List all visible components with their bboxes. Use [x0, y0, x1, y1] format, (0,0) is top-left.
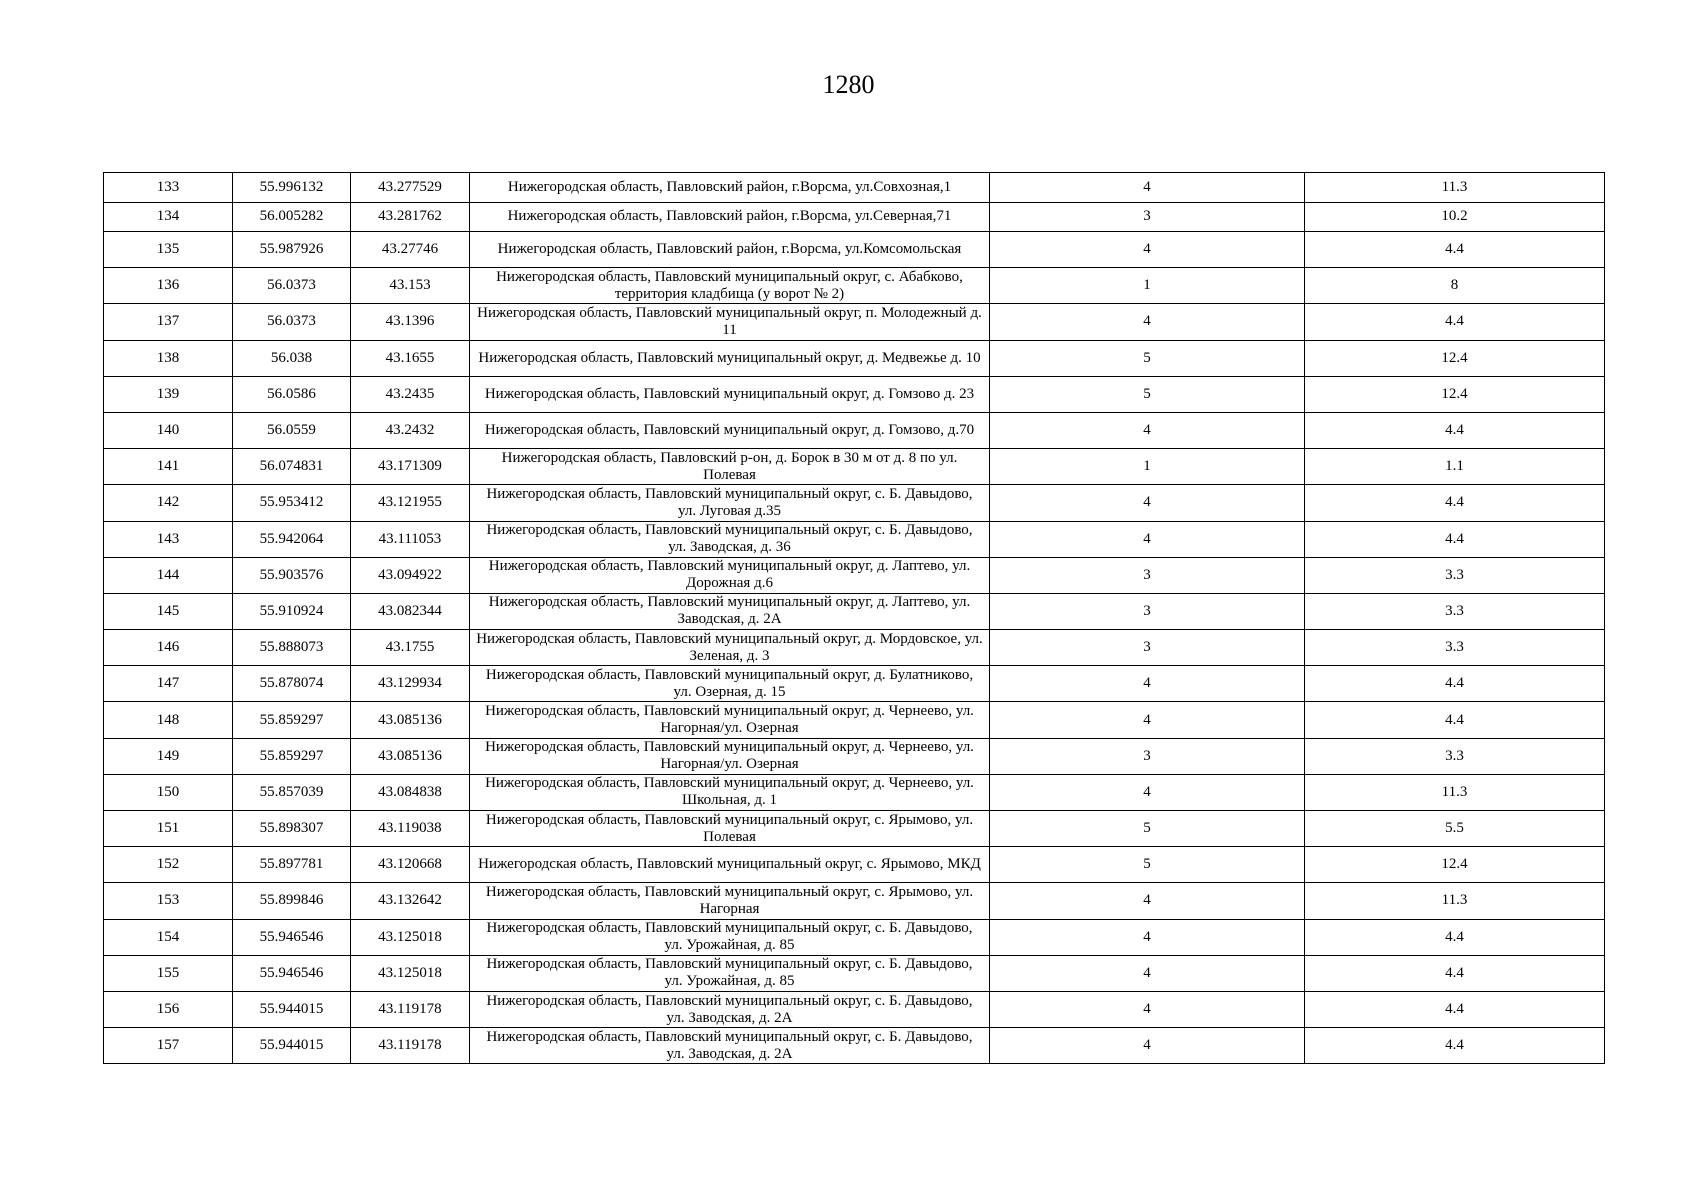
- longitude-cell: 43.1655: [351, 340, 470, 376]
- longitude-cell: 43.129934: [351, 666, 470, 702]
- longitude-cell: 43.27746: [351, 232, 470, 268]
- longitude-cell: 43.171309: [351, 449, 470, 485]
- value-cell: 4.4: [1305, 702, 1605, 738]
- latitude-cell: 55.946546: [233, 955, 351, 991]
- value-cell: 4.4: [1305, 412, 1605, 448]
- count-cell: 4: [990, 955, 1305, 991]
- latitude-cell: 55.903576: [233, 557, 351, 593]
- longitude-cell: 43.084838: [351, 774, 470, 810]
- latitude-cell: 55.944015: [233, 1028, 351, 1064]
- table-row: [104, 340, 1605, 376]
- count-cell: 5: [990, 340, 1305, 376]
- count-cell: 1: [990, 449, 1305, 485]
- address-cell: Нижегородская область, Павловский муниципальный округ, с. Б. Давыдово, ул. Заводская, д. 36: [470, 521, 990, 557]
- longitude-cell: 43.119178: [351, 991, 470, 1027]
- value-cell: 4.4: [1305, 485, 1605, 521]
- count-cell: 4: [990, 521, 1305, 557]
- value-cell: 4.4: [1305, 304, 1605, 340]
- row-number-cell: 140: [104, 412, 233, 448]
- count-cell: 4: [990, 304, 1305, 340]
- latitude-cell: 55.888073: [233, 630, 351, 666]
- longitude-cell: 43.094922: [351, 557, 470, 593]
- row-number-cell: 133: [104, 173, 233, 203]
- row-number-cell: 145: [104, 593, 233, 629]
- address-cell: Нижегородская область, Павловский муниципальный округ, с. Ярымово, ул. Полевая: [470, 811, 990, 847]
- address-cell: Нижегородская область, Павловский р-он, д. Борок в 30 м от д. 8 по ул. Полевая: [470, 449, 990, 485]
- registry-table: [103, 172, 1605, 1064]
- latitude-cell: 55.859297: [233, 702, 351, 738]
- latitude-cell: 55.946546: [233, 919, 351, 955]
- latitude-cell: 56.0373: [233, 268, 351, 304]
- longitude-cell: 43.120668: [351, 847, 470, 883]
- table-row: [104, 449, 1605, 485]
- count-cell: 4: [990, 774, 1305, 810]
- count-cell: 3: [990, 202, 1305, 232]
- row-number-cell: 142: [104, 485, 233, 521]
- row-number-cell: 151: [104, 811, 233, 847]
- address-cell: Нижегородская область, Павловский муниципальный округ, д. Лаптево, ул. Заводская, д. 2А: [470, 593, 990, 629]
- count-cell: 5: [990, 811, 1305, 847]
- value-cell: 12.4: [1305, 847, 1605, 883]
- row-number-cell: 149: [104, 738, 233, 774]
- longitude-cell: 43.2435: [351, 376, 470, 412]
- table-row: [104, 593, 1605, 629]
- value-cell: 3.3: [1305, 557, 1605, 593]
- latitude-cell: 55.878074: [233, 666, 351, 702]
- table-row: [104, 738, 1605, 774]
- table-row: [104, 173, 1605, 203]
- value-cell: 8: [1305, 268, 1605, 304]
- longitude-cell: 43.125018: [351, 919, 470, 955]
- table-row: [104, 702, 1605, 738]
- table-row: [104, 202, 1605, 232]
- row-number-cell: 154: [104, 919, 233, 955]
- latitude-cell: 56.074831: [233, 449, 351, 485]
- longitude-cell: 43.281762: [351, 202, 470, 232]
- latitude-cell: 56.038: [233, 340, 351, 376]
- address-cell: Нижегородская область, Павловский муниципальный округ, с. Б. Давыдово, ул. Урожайная, д. 85: [470, 955, 990, 991]
- latitude-cell: 55.953412: [233, 485, 351, 521]
- row-number-cell: 135: [104, 232, 233, 268]
- address-cell: Нижегородская область, Павловский муниципальный округ, д. Чернеево, ул. Школьная, д. 1: [470, 774, 990, 810]
- latitude-cell: 55.899846: [233, 883, 351, 919]
- table-row: [104, 847, 1605, 883]
- count-cell: 3: [990, 630, 1305, 666]
- row-number-cell: 147: [104, 666, 233, 702]
- value-cell: 5.5: [1305, 811, 1605, 847]
- row-number-cell: 150: [104, 774, 233, 810]
- address-cell: Нижегородская область, Павловский муниципальный округ, с. Б. Давыдово, ул. Заводская, д. 2А: [470, 991, 990, 1027]
- table-row: [104, 666, 1605, 702]
- table-row: [104, 521, 1605, 557]
- value-cell: 3.3: [1305, 738, 1605, 774]
- count-cell: 1: [990, 268, 1305, 304]
- address-cell: Нижегородская область, Павловский муниципальный округ, д. Гомзово д. 23: [470, 376, 990, 412]
- table-row: [104, 774, 1605, 810]
- registry-table-body: [104, 173, 1605, 1064]
- row-number-cell: 136: [104, 268, 233, 304]
- address-cell: Нижегородская область, Павловский муниципальный округ, с. Б. Давыдово, ул. Урожайная, д. 85: [470, 919, 990, 955]
- longitude-cell: 43.132642: [351, 883, 470, 919]
- count-cell: 4: [990, 991, 1305, 1027]
- table-row: [104, 376, 1605, 412]
- table-row: [104, 304, 1605, 340]
- address-cell: Нижегородская область, Павловский район, г.Ворсма, ул.Северная,71: [470, 202, 990, 232]
- row-number-cell: 153: [104, 883, 233, 919]
- value-cell: 3.3: [1305, 593, 1605, 629]
- count-cell: 5: [990, 376, 1305, 412]
- address-cell: Нижегородская область, Павловский муниципальный округ, с. Ярымово, МКД: [470, 847, 990, 883]
- row-number-cell: 138: [104, 340, 233, 376]
- count-cell: 4: [990, 412, 1305, 448]
- value-cell: 11.3: [1305, 883, 1605, 919]
- longitude-cell: 43.119038: [351, 811, 470, 847]
- address-cell: Нижегородская область, Павловский муниципальный округ, с. Б. Давыдово, ул. Заводская, д. 2А: [470, 1028, 990, 1064]
- address-cell: Нижегородская область, Павловский муниципальный округ, с. Ярымово, ул. Нагорная: [470, 883, 990, 919]
- table-row: [104, 811, 1605, 847]
- value-cell: 4.4: [1305, 991, 1605, 1027]
- longitude-cell: 43.1755: [351, 630, 470, 666]
- count-cell: 3: [990, 593, 1305, 629]
- longitude-cell: 43.085136: [351, 702, 470, 738]
- table-row: [104, 955, 1605, 991]
- row-number-cell: 134: [104, 202, 233, 232]
- address-cell: Нижегородская область, Павловский район, г.Ворсма, ул.Совхозная,1: [470, 173, 990, 203]
- row-number-cell: 144: [104, 557, 233, 593]
- longitude-cell: 43.153: [351, 268, 470, 304]
- row-number-cell: 139: [104, 376, 233, 412]
- table-row: [104, 232, 1605, 268]
- count-cell: 4: [990, 919, 1305, 955]
- address-cell: Нижегородская область, Павловский муниципальный округ, д. Чернеево, ул. Нагорная/ул. Озерная: [470, 738, 990, 774]
- address-cell: Нижегородская область, Павловский муниципальный округ, с. Абабково, территория кладбища (у ворот № 2): [470, 268, 990, 304]
- table-row: [104, 485, 1605, 521]
- value-cell: 12.4: [1305, 376, 1605, 412]
- value-cell: 12.4: [1305, 340, 1605, 376]
- table-row: [104, 919, 1605, 955]
- count-cell: 3: [990, 557, 1305, 593]
- latitude-cell: 55.859297: [233, 738, 351, 774]
- latitude-cell: 55.944015: [233, 991, 351, 1027]
- row-number-cell: 143: [104, 521, 233, 557]
- count-cell: 3: [990, 738, 1305, 774]
- value-cell: 4.4: [1305, 955, 1605, 991]
- row-number-cell: 146: [104, 630, 233, 666]
- longitude-cell: 43.085136: [351, 738, 470, 774]
- longitude-cell: 43.082344: [351, 593, 470, 629]
- longitude-cell: 43.1396: [351, 304, 470, 340]
- count-cell: 4: [990, 702, 1305, 738]
- address-cell: Нижегородская область, Павловский муниципальный округ, д. Мордовское, ул. Зеленая, д. 3: [470, 630, 990, 666]
- latitude-cell: 56.0586: [233, 376, 351, 412]
- address-cell: Нижегородская область, Павловский муниципальный округ, п. Молодежный д. 11: [470, 304, 990, 340]
- latitude-cell: 55.857039: [233, 774, 351, 810]
- value-cell: 3.3: [1305, 630, 1605, 666]
- count-cell: 4: [990, 485, 1305, 521]
- value-cell: 1.1: [1305, 449, 1605, 485]
- address-cell: Нижегородская область, Павловский муниципальный округ, д. Чернеево, ул. Нагорная/ул. Озерная: [470, 702, 990, 738]
- table-row: [104, 557, 1605, 593]
- row-number-cell: 141: [104, 449, 233, 485]
- address-cell: Нижегородская область, Павловский муниципальный округ, д. Медвежье д. 10: [470, 340, 990, 376]
- latitude-cell: 55.910924: [233, 593, 351, 629]
- longitude-cell: 43.119178: [351, 1028, 470, 1064]
- latitude-cell: 55.996132: [233, 173, 351, 203]
- count-cell: 5: [990, 847, 1305, 883]
- table-row: [104, 883, 1605, 919]
- longitude-cell: 43.277529: [351, 173, 470, 203]
- value-cell: 10.2: [1305, 202, 1605, 232]
- latitude-cell: 56.0373: [233, 304, 351, 340]
- value-cell: 4.4: [1305, 1028, 1605, 1064]
- value-cell: 4.4: [1305, 666, 1605, 702]
- longitude-cell: 43.2432: [351, 412, 470, 448]
- row-number-cell: 157: [104, 1028, 233, 1064]
- value-cell: 4.4: [1305, 521, 1605, 557]
- page-number: 1280: [822, 70, 875, 99]
- table-row: [104, 991, 1605, 1027]
- count-cell: 4: [990, 232, 1305, 268]
- value-cell: 11.3: [1305, 173, 1605, 203]
- count-cell: 4: [990, 883, 1305, 919]
- row-number-cell: 137: [104, 304, 233, 340]
- value-cell: 11.3: [1305, 774, 1605, 810]
- latitude-cell: 55.987926: [233, 232, 351, 268]
- latitude-cell: 55.897781: [233, 847, 351, 883]
- row-number-cell: 152: [104, 847, 233, 883]
- latitude-cell: 56.005282: [233, 202, 351, 232]
- address-cell: Нижегородская область, Павловский муниципальный округ, д. Лаптево, ул. Дорожная д.6: [470, 557, 990, 593]
- table-row: [104, 1028, 1605, 1064]
- table-row: [104, 412, 1605, 448]
- count-cell: 4: [990, 666, 1305, 702]
- row-number-cell: 156: [104, 991, 233, 1027]
- longitude-cell: 43.111053: [351, 521, 470, 557]
- row-number-cell: 148: [104, 702, 233, 738]
- latitude-cell: 56.0559: [233, 412, 351, 448]
- address-cell: Нижегородская область, Павловский муниципальный округ, д. Булатниково, ул. Озерная, д. 15: [470, 666, 990, 702]
- value-cell: 4.4: [1305, 232, 1605, 268]
- count-cell: 4: [990, 173, 1305, 203]
- value-cell: 4.4: [1305, 919, 1605, 955]
- count-cell: 4: [990, 1028, 1305, 1064]
- table-row: [104, 630, 1605, 666]
- address-cell: Нижегородская область, Павловский район, г.Ворсма, ул.Комсомольская: [470, 232, 990, 268]
- longitude-cell: 43.125018: [351, 955, 470, 991]
- table-row: [104, 268, 1605, 304]
- latitude-cell: 55.942064: [233, 521, 351, 557]
- latitude-cell: 55.898307: [233, 811, 351, 847]
- address-cell: Нижегородская область, Павловский муниципальный округ, д. Гомзово, д.70: [470, 412, 990, 448]
- longitude-cell: 43.121955: [351, 485, 470, 521]
- row-number-cell: 155: [104, 955, 233, 991]
- address-cell: Нижегородская область, Павловский муниципальный округ, с. Б. Давыдово, ул. Луговая д.35: [470, 485, 990, 521]
